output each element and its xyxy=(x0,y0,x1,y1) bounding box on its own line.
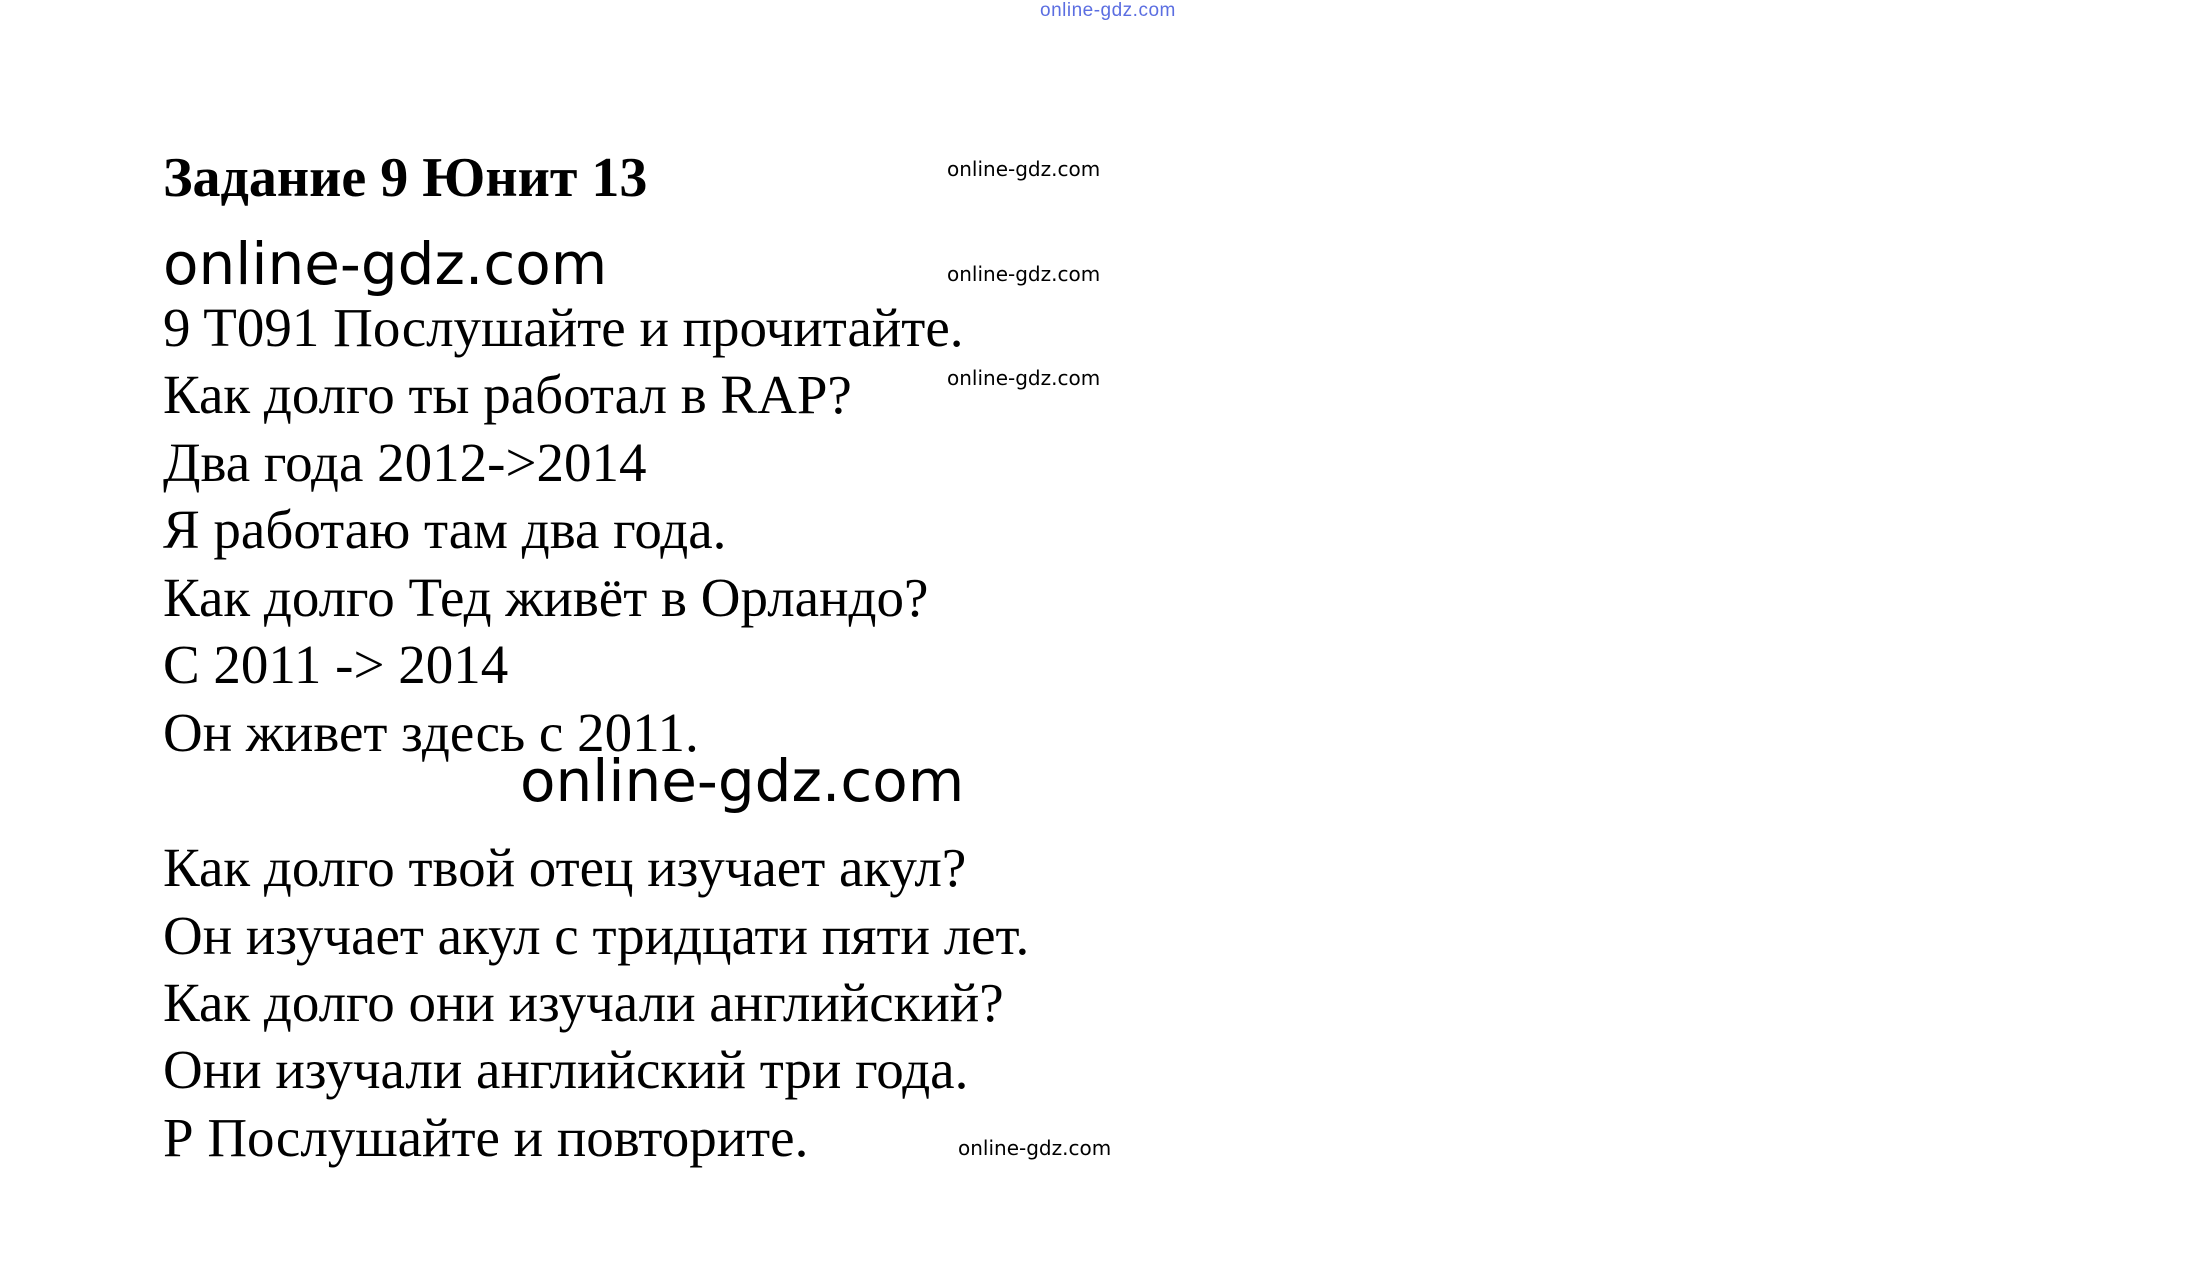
text-line: Он живет здесь с 2011. xyxy=(163,702,699,763)
watermark-small: online-gdz.com xyxy=(947,157,1101,181)
text-line: Как долго твой отец изучает акул? xyxy=(163,837,967,898)
watermark-top: online-gdz.com xyxy=(1040,0,1176,21)
text-line: 9 T091 Послушайте и прочитайте. xyxy=(163,297,964,358)
watermark-large: online-gdz.com xyxy=(520,747,965,815)
watermark-small: online-gdz.com xyxy=(947,262,1101,286)
text-line: Как долго ты работал в RAP? xyxy=(163,364,852,425)
text-line: С 2011 -> 2014 xyxy=(163,634,509,695)
text-line: Я работаю там два года. xyxy=(163,499,727,560)
page-title: Задание 9 Юнит 13 xyxy=(163,147,648,209)
text-line: Как долго Тед живёт в Орландо? xyxy=(163,567,929,628)
watermark-small: online-gdz.com xyxy=(958,1136,1112,1160)
text-line: Р Послушайте и повторите. xyxy=(163,1107,809,1168)
text-line: Они изучали английский три года. xyxy=(163,1039,969,1100)
text-line: Как долго они изучали английский? xyxy=(163,972,1004,1033)
text-line: Два года 2012->2014 xyxy=(163,432,647,493)
watermark-large: online-gdz.com xyxy=(163,230,608,298)
watermark-small: online-gdz.com xyxy=(947,366,1101,390)
text-line: Он изучает акул с тридцати пяти лет. xyxy=(163,905,1030,966)
